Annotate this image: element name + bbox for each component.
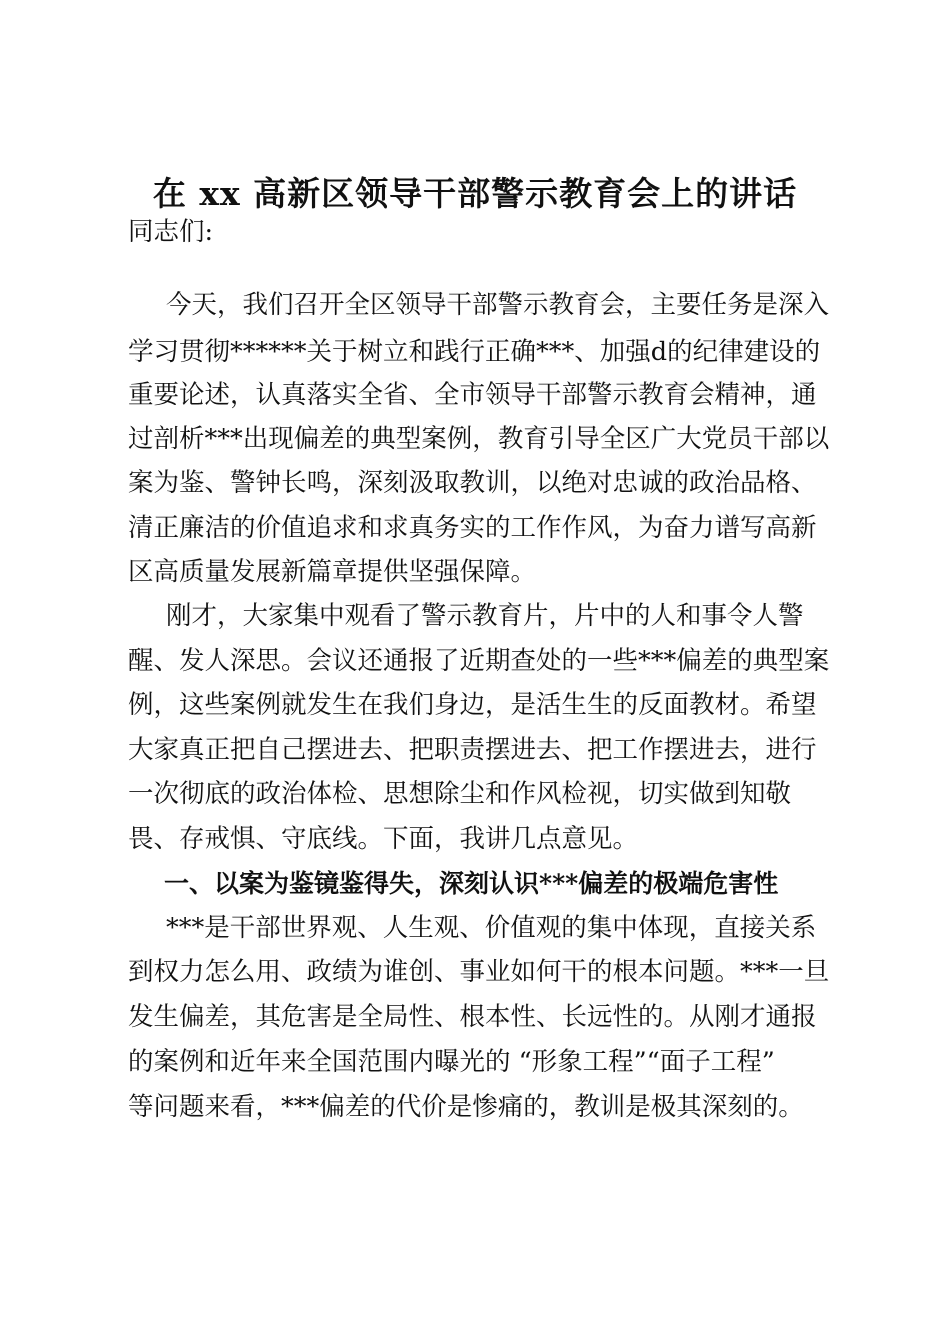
paragraph-3-line-5: 等问题来看，***偏差的代价是惨痛的，教训是极其深刻的。 [128,1092,804,1122]
paragraph-3-line-4: 的案例和近年来全国范围内曝光的 “形象工程”“面子工程” [128,1047,775,1077]
paragraph-1-line-5: 案为鉴、警钟长鸣，深刻汲取教训，以绝对忠诚的政治品格、 [128,468,817,498]
document-title: 在 xx 高新区领导干部警示教育会上的讲话 [152,174,798,213]
paragraph-3-line-2: 到权力怎么用、政绩为谁创、事业如何干的根本问题。***一旦 [128,957,830,987]
paragraph-1-line-4: 过剖析***出现偏差的典型案例，教育引导全区广大党员干部以 [128,424,830,454]
paragraph-1-line-1: 今天，我们召开全区领导干部警示教育会，主要任务是深入 [166,290,830,320]
paragraph-2-line-3: 例，这些案例就发生在我们身边，是活生生的反面教材。希望 [128,690,817,720]
paragraph-2-line-2: 醒、发人深思。会议还通报了近期查处的一些***偏差的典型案 [128,646,830,676]
paragraph-1-line-2: 学习贯彻******关于树立和践行正确***、加强d的纪律建设的 [128,337,821,367]
paragraph-1-line-6: 清正廉洁的价值追求和求真务实的工作作风，为奋力谱写高新 [128,513,817,543]
paragraph-2-line-1: 刚才，大家集中观看了警示教育片，片中的人和事令人警 [166,601,804,631]
paragraph-2-line-4: 大家真正把自己摆进去、把职责摆进去、把工作摆进去，进行 [128,735,817,765]
paragraph-2-line-5: 一次彻底的政治体检、思想除尘和作风检视，切实做到知敬 [128,779,792,809]
paragraph-3-line-3: 发生偏差，其危害是全局性、根本性、长远性的。从刚才通报 [128,1002,817,1032]
section-1-heading: 一、以案为鉴镜鉴得失，深刻认识***偏差的极端危害性 [164,869,779,898]
paragraph-1-line-3: 重要论述，认真落实全省、全市领导干部警示教育会精神，通 [128,380,817,410]
paragraph-2-line-6: 畏、存戒惧、守底线。下面，我讲几点意见。 [128,824,639,854]
salutation: 同志们: [128,217,214,247]
paragraph-3-line-1: ***是干部世界观、人生观、价值观的集中体现，直接关系 [166,913,817,943]
paragraph-1-line-7: 区高质量发展新篇章提供坚强保障。 [128,557,537,587]
